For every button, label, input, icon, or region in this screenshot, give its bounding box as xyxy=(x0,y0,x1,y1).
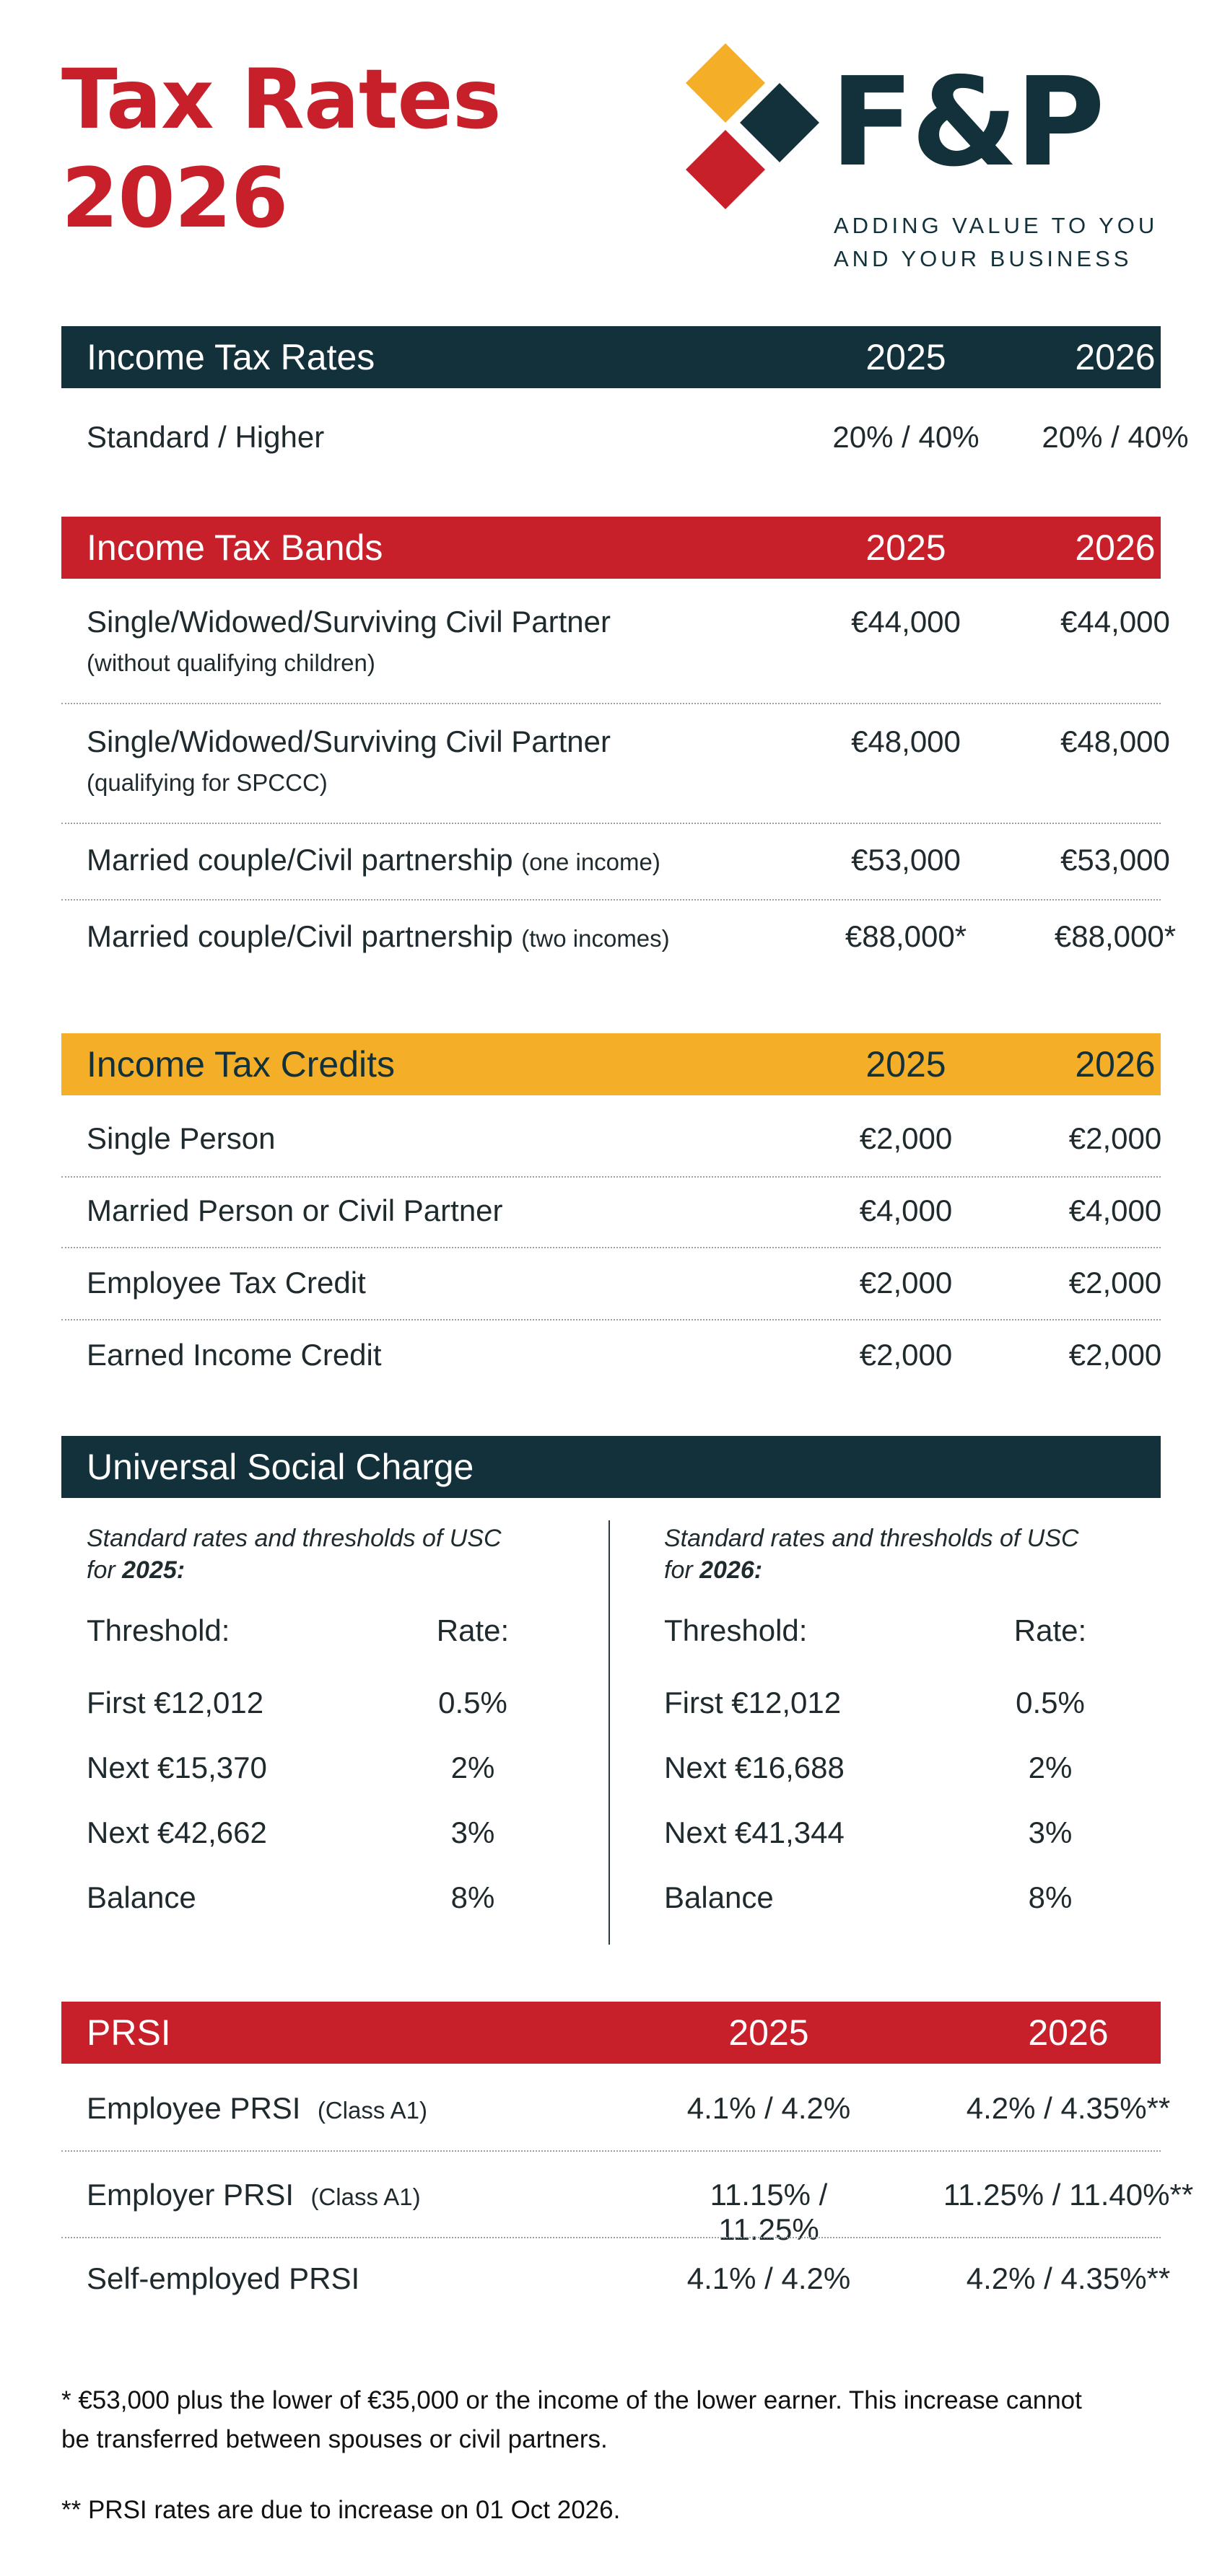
value-2026: €88,000* xyxy=(1054,919,1177,953)
threshold-header: Threshold: xyxy=(87,1613,230,1647)
usc-threshold: Balance xyxy=(664,1880,774,1914)
divider xyxy=(61,1176,1161,1178)
income-tax-credits-header xyxy=(61,1033,1161,1095)
usc-rate: 2% xyxy=(450,1751,495,1784)
usc-rate: 3% xyxy=(1028,1815,1073,1849)
row-note: (Class A1) xyxy=(310,2183,421,2210)
section-title: PRSI xyxy=(87,2012,171,2053)
value-2025: €2,000 xyxy=(859,1266,953,1300)
note-prefix: for xyxy=(87,1556,123,1584)
divider xyxy=(61,823,1161,824)
tagline-line1: ADDING VALUE TO YOU xyxy=(834,213,1159,238)
row-label-text: Married couple/Civil partnership xyxy=(87,919,513,953)
section-title: Income Tax Bands xyxy=(87,527,383,568)
row-note: (Class A1) xyxy=(317,2097,428,2124)
logo-wordmark: F&P xyxy=(830,51,1102,194)
year-2025-header: 2025 xyxy=(865,337,946,377)
divider xyxy=(61,1247,1161,1248)
value-2025: €53,000 xyxy=(851,843,961,877)
row-label: Single/Widowed/Surviving Civil Partner xyxy=(87,724,611,758)
note-prefix: for xyxy=(664,1556,700,1584)
row-label: Single Person xyxy=(87,1121,276,1155)
footnote-1 xyxy=(61,2381,1161,2459)
divider xyxy=(61,1319,1161,1320)
usc-threshold: First €12,012 xyxy=(87,1686,264,1719)
row-label-text: Employee PRSI xyxy=(87,2091,301,2125)
year-2026-header: 2026 xyxy=(1075,527,1156,568)
row-label-text: Married couple/Civil partnership xyxy=(87,843,513,877)
row-label: Earned Income Credit xyxy=(87,1338,382,1372)
usc-divider xyxy=(608,1520,610,1945)
row-sublabel: (qualifying for SPCCC) xyxy=(87,769,328,796)
section-title: Income Tax Credits xyxy=(87,1044,396,1085)
usc-rate: 3% xyxy=(450,1815,495,1849)
note-line: Standard rates and thresholds of USC xyxy=(664,1525,1079,1552)
page-title-line2: 2026 xyxy=(61,149,288,246)
value-2026: 4.2% / 4.35%** xyxy=(966,2091,1171,2125)
value-2025: €48,000 xyxy=(851,724,961,758)
note-year: 2026: xyxy=(699,1556,763,1584)
prsi-header xyxy=(61,2002,1161,2064)
usc-threshold: Balance xyxy=(87,1880,196,1914)
value-2026: €4,000 xyxy=(1068,1193,1162,1227)
footnote-line: * €53,000 plus the lower of €35,000 or the income of the lower earner. This increase cannot xyxy=(61,2386,1082,2414)
divider xyxy=(61,2150,1161,2152)
value-2026: 4.2% / 4.35%** xyxy=(966,2261,1171,2295)
row-label-text: Employer PRSI xyxy=(87,2178,295,2212)
page-title xyxy=(61,51,501,248)
row-label xyxy=(87,2091,427,2126)
row-label xyxy=(87,2178,421,2212)
note-year: 2025: xyxy=(122,1556,186,1584)
value-2026: €2,000 xyxy=(1068,1121,1162,1155)
usc-threshold: Next €15,370 xyxy=(87,1751,267,1784)
row-label: Employee Tax Credit xyxy=(87,1266,366,1300)
year-2025-header: 2025 xyxy=(865,1044,946,1085)
section-title: Income Tax Rates xyxy=(87,337,375,377)
page-title-line1: Tax Rates xyxy=(61,51,501,147)
row-label xyxy=(87,919,670,954)
value-2025: €2,000 xyxy=(859,1121,953,1155)
income-tax-rates-header xyxy=(61,326,1161,388)
row-label: Single/Widowed/Surviving Civil Partner xyxy=(87,605,611,639)
usc-threshold: Next €41,344 xyxy=(664,1815,845,1849)
threshold-header: Threshold: xyxy=(664,1613,808,1647)
value-2026: 20% / 40% xyxy=(1042,420,1189,454)
row-sublabel: (without qualifying children) xyxy=(87,649,375,676)
value-2025: €2,000 xyxy=(859,1338,953,1372)
value-2025: €88,000* xyxy=(845,919,967,953)
row-label: Standard / Higher xyxy=(87,420,325,454)
tagline-line2: AND YOUR BUSINESS xyxy=(834,246,1133,271)
usc-rate: 2% xyxy=(1028,1751,1073,1784)
rate-header: Rate: xyxy=(436,1613,510,1647)
divider xyxy=(61,2237,1161,2238)
row-label: Married Person or Civil Partner xyxy=(87,1193,503,1227)
rate-header: Rate: xyxy=(1013,1613,1087,1647)
year-2025-header: 2025 xyxy=(728,2012,809,2053)
footnote-line: be transferred between spouses or civil partners. xyxy=(61,2425,608,2453)
value-2025: 11.15% / 11.25% xyxy=(710,2178,828,2246)
note-line: Standard rates and thresholds of USC xyxy=(87,1525,502,1552)
value-2026: €44,000 xyxy=(1060,605,1170,639)
divider xyxy=(61,703,1161,704)
year-2026-header: 2026 xyxy=(1075,1044,1156,1085)
divider xyxy=(61,899,1161,901)
usc-2025-note xyxy=(87,1523,502,1586)
value-2026: €2,000 xyxy=(1068,1266,1162,1300)
value-2025: €44,000 xyxy=(851,605,961,639)
usc-threshold: Next €42,662 xyxy=(87,1815,267,1849)
usc-rate: 0.5% xyxy=(438,1686,507,1719)
usc-rate: 8% xyxy=(1028,1880,1073,1914)
value-2025: 20% / 40% xyxy=(832,420,980,454)
year-2026-header: 2026 xyxy=(1028,2012,1109,2053)
usc-2026-note xyxy=(664,1523,1079,1586)
usc-rate: 0.5% xyxy=(1016,1686,1085,1719)
value-2025: 4.1% / 4.2% xyxy=(686,2091,851,2125)
usc-threshold: Next €16,688 xyxy=(664,1751,845,1784)
year-2026-header: 2026 xyxy=(1075,337,1156,377)
value-2026: €48,000 xyxy=(1060,724,1170,758)
value-2026: €53,000 xyxy=(1060,843,1170,877)
row-label xyxy=(87,843,660,877)
row-label: Self-employed PRSI xyxy=(87,2261,360,2295)
usc-header xyxy=(61,1436,1161,1498)
value-2026: 11.25% / 11.40%** xyxy=(943,2178,1194,2212)
logo-diamonds-icon xyxy=(675,43,826,231)
section-title: Universal Social Charge xyxy=(87,1447,474,1487)
value-2026: €2,000 xyxy=(1068,1338,1162,1372)
usc-rate: 8% xyxy=(450,1880,495,1914)
footnote-2: ** PRSI rates are due to increase on 01 Oct 2026. xyxy=(61,2496,621,2524)
row-note: (two incomes) xyxy=(521,925,670,952)
logo-tagline xyxy=(834,209,1158,276)
value-2025: €4,000 xyxy=(859,1193,953,1227)
row-note: (one income) xyxy=(521,849,660,875)
year-2025-header: 2025 xyxy=(865,527,946,568)
value-2025: 4.1% / 4.2% xyxy=(686,2261,851,2295)
company-logo xyxy=(675,43,1166,281)
usc-threshold: First €12,012 xyxy=(664,1686,842,1719)
income-tax-bands-header xyxy=(61,517,1161,579)
